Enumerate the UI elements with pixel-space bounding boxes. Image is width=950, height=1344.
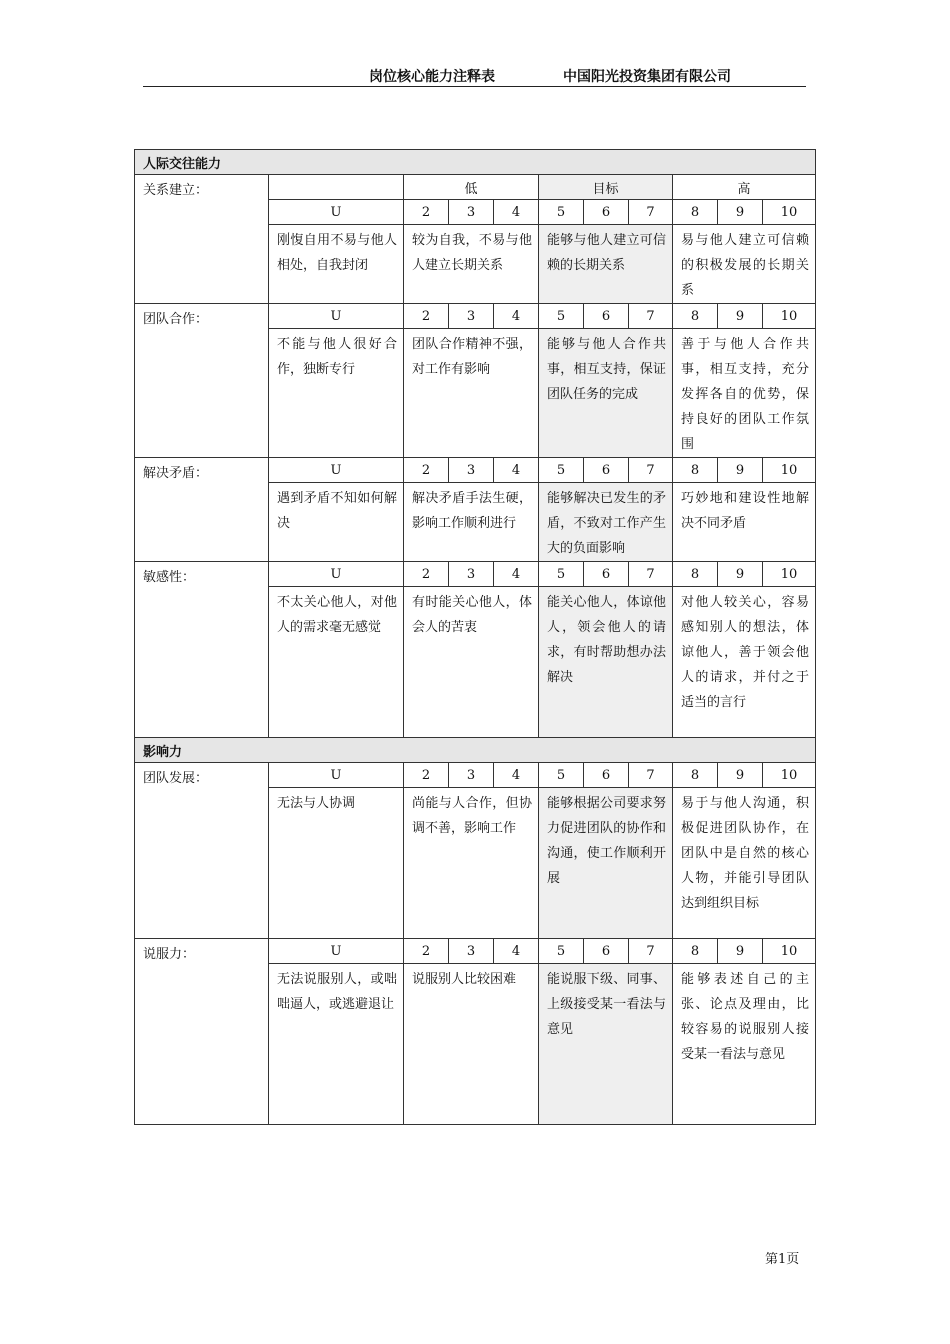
score-cell: 7 <box>629 939 673 964</box>
score-cell: 5 <box>539 562 584 587</box>
level-header-row <box>135 175 816 200</box>
score-cell: 3 <box>449 200 494 225</box>
level-low: 低 <box>404 175 539 200</box>
score-cell: 2 <box>404 200 449 225</box>
description-cell: 能够表述自己的主张、论点及理由，比较容易的说服别人接受某一看法与意见 <box>673 964 816 1125</box>
description-cell: 有时能关心他人，体会人的苦衷 <box>404 587 539 738</box>
description-cell: 能够解决已发生的矛盾，不致对工作产生大的负面影响 <box>539 483 673 562</box>
score-cell: 8 <box>673 763 718 788</box>
score-cell: U <box>269 458 404 483</box>
score-cell: U <box>269 763 404 788</box>
score-cell: 10 <box>763 763 816 788</box>
score-cell: 9 <box>718 562 763 587</box>
score-cell: 5 <box>539 939 584 964</box>
score-row <box>135 763 816 788</box>
description-cell: 易于与他人沟通，积极促进团队协作，在团队中是自然的核心人物，并能引导团队达到组织目标 <box>673 788 816 939</box>
description-cell: 不太关心他人，对他人的需求毫无感觉 <box>269 587 404 738</box>
description-cell: 巧妙地和建设性地解决不同矛盾 <box>673 483 816 562</box>
score-cell: 8 <box>673 562 718 587</box>
level-blank-cell <box>269 175 404 200</box>
score-cell: 7 <box>629 763 673 788</box>
score-cell: 7 <box>629 562 673 587</box>
description-cell: 刚愎自用不易与他人相处，自我封闭 <box>269 225 404 304</box>
score-cell: 6 <box>584 304 629 329</box>
description-cell: 团队合作精神不强，对工作有影响 <box>404 329 539 458</box>
score-cell: 4 <box>494 763 539 788</box>
score-cell: U <box>269 939 404 964</box>
score-cell: 5 <box>539 304 584 329</box>
score-cell: 10 <box>763 200 816 225</box>
score-cell: 10 <box>763 458 816 483</box>
score-cell: 9 <box>718 200 763 225</box>
score-cell: 6 <box>584 200 629 225</box>
score-cell: 3 <box>449 562 494 587</box>
score-cell: 4 <box>494 562 539 587</box>
competency-label: 敏感性： <box>135 562 269 738</box>
competency-label: 解决矛盾： <box>135 458 269 562</box>
score-cell: 9 <box>718 458 763 483</box>
score-cell: 9 <box>718 763 763 788</box>
score-cell: 7 <box>629 458 673 483</box>
score-cell: 6 <box>584 763 629 788</box>
score-cell: 2 <box>404 304 449 329</box>
score-cell: 2 <box>404 763 449 788</box>
description-cell: 易与他人建立可信赖的积极发展的长期关系 <box>673 225 816 304</box>
score-row <box>135 939 816 964</box>
score-cell: 8 <box>673 200 718 225</box>
score-cell: 5 <box>539 458 584 483</box>
score-cell: 2 <box>404 939 449 964</box>
company-name: 中国阳光投资集团有限公司 <box>563 69 731 85</box>
description-cell: 说服别人比较困难 <box>404 964 539 1125</box>
score-row <box>135 562 816 587</box>
score-cell: 9 <box>718 939 763 964</box>
score-cell: U <box>269 304 404 329</box>
score-cell: 2 <box>404 458 449 483</box>
description-cell: 对他人较关心，容易感知别人的想法，体谅他人，善于领会他人的请求，并付之于适当的言行 <box>673 587 816 738</box>
competency-label: 团队发展： <box>135 763 269 939</box>
page-number: 第1页 <box>765 1252 800 1267</box>
score-row <box>135 458 816 483</box>
score-cell: 8 <box>673 939 718 964</box>
level-target: 目标 <box>539 175 673 200</box>
score-cell: 6 <box>584 939 629 964</box>
section-row <box>135 738 816 763</box>
score-row <box>135 304 816 329</box>
score-cell: 3 <box>449 939 494 964</box>
competency-label: 团队合作： <box>135 304 269 458</box>
score-cell: 7 <box>629 304 673 329</box>
score-cell: 2 <box>404 562 449 587</box>
description-cell: 较为自我，不易与他人建立长期关系 <box>404 225 539 304</box>
description-cell: 善于与他人合作共事，相互支持，充分发挥各自的优势，保持良好的团队工作氛围 <box>673 329 816 458</box>
description-cell: 尚能与人合作，但协调不善，影响工作 <box>404 788 539 939</box>
description-cell: 能说服下级、同事、上级接受某一看法与意见 <box>539 964 673 1125</box>
competency-label: 关系建立： <box>135 175 269 304</box>
score-cell: 6 <box>584 458 629 483</box>
section-title: 人际交往能力 <box>135 150 816 175</box>
score-cell: 3 <box>449 304 494 329</box>
score-cell: 8 <box>673 458 718 483</box>
description-cell: 能关心他人，体谅他人，领会他人的请求，有时帮助想办法解决 <box>539 587 673 738</box>
section-row <box>135 150 816 175</box>
score-cell: 5 <box>539 763 584 788</box>
score-cell: 4 <box>494 939 539 964</box>
description-cell: 能够根据公司要求努力促进团队的协作和沟通，使工作顺利开展 <box>539 788 673 939</box>
score-cell: U <box>269 562 404 587</box>
description-cell: 遇到矛盾不知如何解决 <box>269 483 404 562</box>
description-cell: 能够与他人合作共事，相互支持，保证团队任务的完成 <box>539 329 673 458</box>
score-cell: 10 <box>763 304 816 329</box>
description-cell: 解决矛盾手法生硬，影响工作顺利进行 <box>404 483 539 562</box>
score-cell: 10 <box>763 939 816 964</box>
score-cell: 3 <box>449 458 494 483</box>
description-cell: 能够与他人建立可信赖的长期关系 <box>539 225 673 304</box>
description-cell: 不能与他人很好合作，独断专行 <box>269 329 404 458</box>
score-cell: 3 <box>449 763 494 788</box>
score-cell: 9 <box>718 304 763 329</box>
score-cell: 7 <box>629 200 673 225</box>
description-cell: 无法与人协调 <box>269 788 404 939</box>
level-high: 高 <box>673 175 816 200</box>
score-cell: 6 <box>584 562 629 587</box>
page-header <box>143 64 806 87</box>
description-cell: 无法说服别人，或咄咄逼人，或逃避退让 <box>269 964 404 1125</box>
score-cell: 4 <box>494 200 539 225</box>
section-title: 影响力 <box>135 738 816 763</box>
competency-table <box>134 149 816 1125</box>
score-cell: 4 <box>494 304 539 329</box>
score-cell: 4 <box>494 458 539 483</box>
document-title: 岗位核心能力注释表 <box>369 69 495 85</box>
competency-label: 说服力： <box>135 939 269 1125</box>
score-cell: 8 <box>673 304 718 329</box>
score-cell: U <box>269 200 404 225</box>
score-cell: 10 <box>763 562 816 587</box>
score-cell: 5 <box>539 200 584 225</box>
